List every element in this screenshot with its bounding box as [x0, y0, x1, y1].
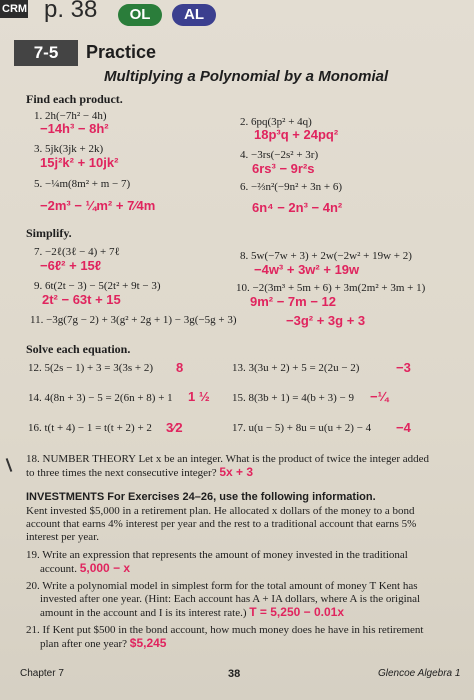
answer-2: 18p³q + 24pq² [254, 127, 339, 142]
problem-20-line-3: amount in the account and I is its interest rate.) [40, 607, 247, 619]
answer-3: 15j²k² + 10jk² [40, 155, 119, 170]
top-bar [0, 0, 474, 30]
answer-7: −6ℓ² + 15ℓ [40, 258, 102, 273]
answer-19: 5,000 − x [79, 561, 131, 575]
investments-paragraph [26, 505, 446, 544]
answer-20: T = 5,250 − 0.01x [249, 605, 344, 619]
problem-20-line-2: invested after one year. (Hint: Each account has A + IA dollars, where A is the original [40, 593, 421, 605]
answer-13: −3 [396, 360, 411, 375]
footer-book: Glencoe Algebra 1 [378, 668, 461, 679]
answer-16: 3⁄2 [166, 420, 183, 435]
crm-tag: CRM [0, 0, 28, 18]
problem-19-line-2: account. [40, 563, 77, 575]
answer-1: −14h³ − 8h² [40, 121, 109, 136]
section-heading-find: Find each product. [26, 92, 123, 106]
page-reference: p. 38 [44, 0, 98, 23]
problem-18-line-1: 18. NUMBER THEORY Let x be an integer. What is the product of twice the integer added [26, 453, 430, 465]
section-heading-solve: Solve each equation. [26, 342, 131, 356]
problem-21 [26, 624, 446, 651]
problem-16: 16. t(t + 4) − 1 = t(t + 2) + 2 [28, 422, 152, 434]
section-heading-simplify: Simplify. [26, 226, 72, 240]
problem-19 [26, 549, 446, 576]
practice-label: Practice [86, 42, 157, 62]
problem-21-line-2: plan after one year? [40, 638, 128, 650]
problem-10: 10. −2(3m³ + 5m + 6) + 3m(2m² + 3m + 1) [236, 282, 426, 294]
footer-chapter: Chapter 7 [20, 668, 64, 679]
answer-18: 5x + 3 [219, 465, 254, 479]
problem-12: 12. 5(2s − 1) + 3 = 3(3s + 2) [28, 362, 154, 374]
problem-18-line-2: to three times the next consecutive integer? [26, 467, 217, 479]
problem-2: 2. 6pq(3p² + 4q) [240, 116, 312, 128]
problem-21-line-1: 21. If Kent put $500 in the bond account, how much money does he have in his retirement [26, 624, 424, 636]
answer-11: −3g² + 3g + 3 [286, 313, 366, 328]
problem-18 [26, 453, 446, 480]
problem-14: 14. 4(8n + 3) − 5 = 2(6n + 8) + 1 [28, 392, 173, 404]
answer-14: 1 ½ [188, 389, 210, 404]
lesson-header [14, 36, 474, 84]
answer-21: $5,245 [129, 636, 167, 650]
problem-9: 9. 6t(2t − 3) − 5(2t² + 9t − 3) [34, 280, 161, 292]
pencil-mark [6, 458, 13, 472]
footer-page-number: 38 [228, 668, 241, 680]
problem-15: 15. 8(3b + 1) = 4(b + 3) − 9 [232, 392, 354, 404]
answer-4: 6rs³ − 9r²s [252, 161, 315, 176]
lesson-number: 7-5 [14, 40, 78, 66]
answer-15: −¼ [370, 389, 389, 404]
problem-13: 13. 3(3u + 2) + 5 = 2(2u − 2) [232, 362, 360, 374]
badge-al: AL [172, 4, 216, 26]
investments-line-3: interest per year. [26, 531, 99, 543]
answer-10: 9m² − 7m − 12 [250, 294, 336, 309]
answer-9: 2t² − 63t + 15 [42, 292, 121, 307]
investments-line-2: account that earns 4% interest per year and the rest to a traditional account that earns 5% [26, 518, 417, 530]
problem-8: 8. 5w(−7w + 3) + 2w(−2w² + 19w + 2) [240, 250, 412, 262]
answer-5: −2m³ − ¼m² + 7⁄4m [40, 198, 156, 213]
investments-line-1: Kent invested $5,000 in a retirement plan. He allocated x dollars of the money to a bond [26, 505, 415, 517]
lesson-title: Multiplying a Polynomial by a Monomial [104, 68, 389, 85]
problem-3: 3. 5jk(3jk + 2k) [34, 143, 104, 155]
badge-ol: OL [118, 4, 162, 26]
problem-19-line-1: 19. Write an expression that represents the amount of money invested in the traditional [26, 549, 408, 561]
answer-8: −4w³ + 3w² + 19w [254, 262, 360, 277]
problem-4: 4. −3rs(−2s² + 3r) [240, 149, 319, 161]
answer-17: −4 [396, 420, 411, 435]
problem-20 [26, 580, 446, 620]
problem-1: 1. 2h(−7h² − 4h) [34, 110, 107, 122]
problem-17: 17. u(u − 5) + 8u = u(u + 2) − 4 [232, 422, 372, 434]
investments-heading: INVESTMENTS For Exercises 24–26, use the following information. [26, 491, 376, 503]
problem-20-line-1: 20. Write a polynomial model in simplest form for the total amount of money T Kent has [26, 580, 418, 592]
answer-6: 6n⁴ − 2n³ − 4n² [252, 200, 343, 215]
problem-7: 7. −2ℓ(3ℓ − 4) + 7ℓ [34, 246, 120, 258]
problem-5: 5. −¼m(8m² + m − 7) [34, 178, 131, 190]
problem-11: 11. −3g(7g − 2) + 3(g² + 2g + 1) − 3g(−5g + 3) [30, 314, 237, 326]
answer-12: 8 [176, 360, 184, 375]
problem-6: 6. −⅔n²(−9n² + 3n + 6) [240, 181, 342, 193]
